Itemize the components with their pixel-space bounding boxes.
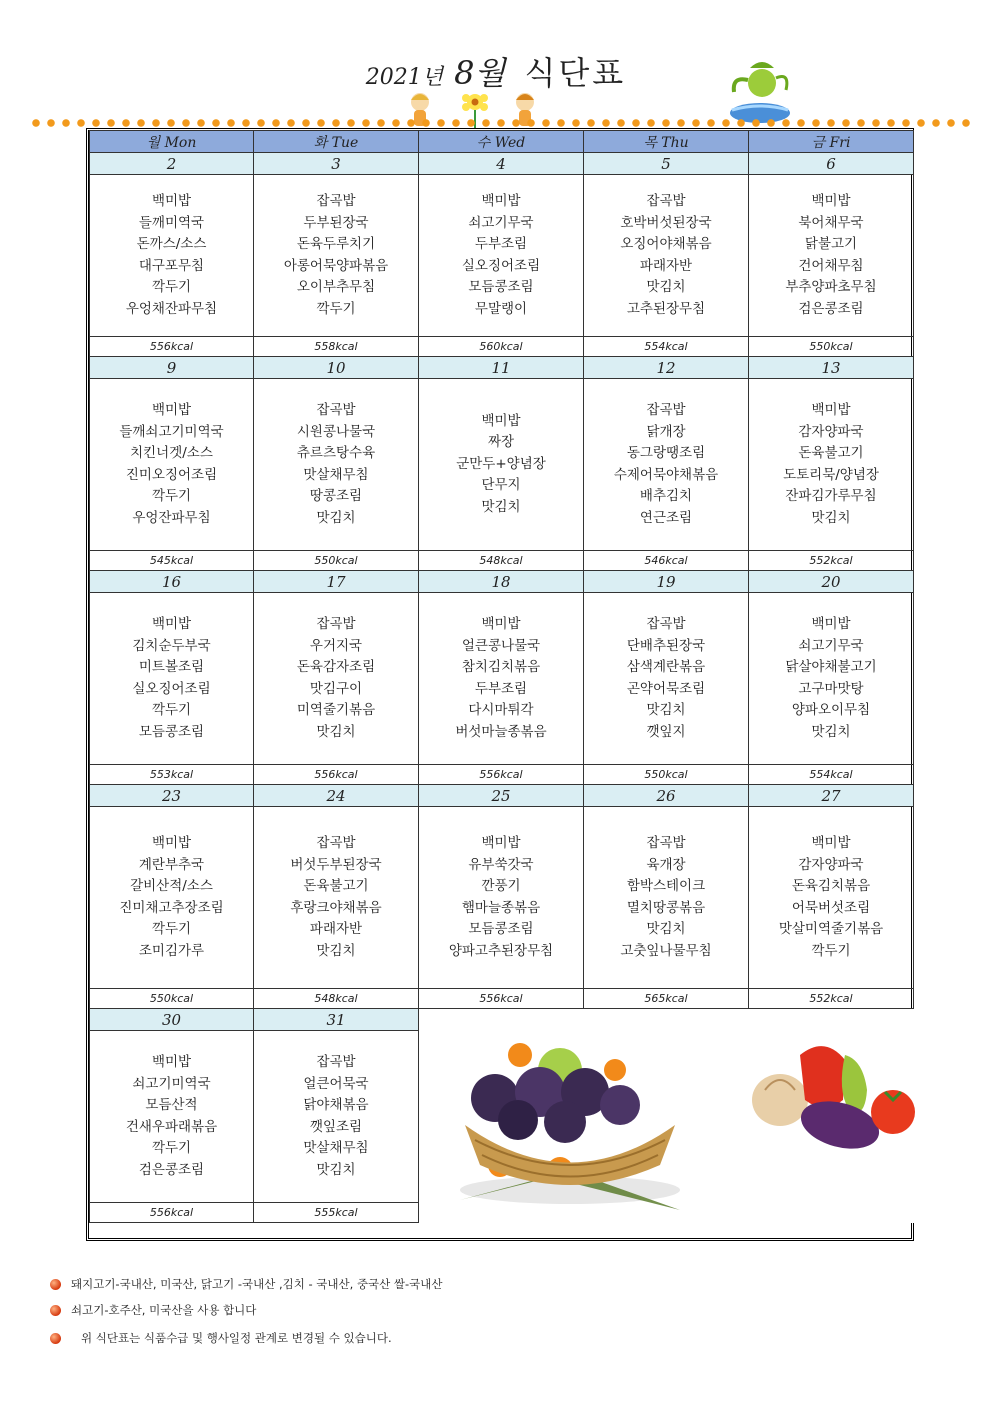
menu-item: 삼색계란볶음: [626, 659, 706, 675]
menu-item: 잡곡밥: [316, 193, 356, 209]
menu-item: 얼큰어묵국: [303, 1075, 369, 1092]
menu-item: 모듬산적: [145, 1097, 198, 1113]
date-cell: 19: [584, 571, 749, 593]
menu-item: 어묵버섯조림: [791, 899, 871, 916]
menu-item: 백미밥: [151, 1054, 192, 1070]
menu-item: 쇠고기무국: [798, 637, 864, 654]
menu-item: 얼큰콩나물국: [461, 637, 541, 654]
menu-item: 맛김치: [481, 498, 521, 515]
menu-item: 대구포무침: [138, 257, 205, 274]
date-cell: 18: [419, 571, 584, 593]
kcal-cell: 554kcal: [584, 337, 749, 357]
date-cell: 25: [419, 785, 584, 807]
empty-cell: [749, 1009, 914, 1031]
menu-item: 돈육김치볶음: [791, 878, 871, 894]
date-cell: 6: [749, 153, 914, 175]
title-month: 8월: [454, 54, 506, 92]
menu-item: 맛살미역줄기볶음: [778, 921, 884, 937]
menu-item: 백미밥: [811, 616, 851, 632]
menu-cell: [419, 175, 584, 337]
menu-item: 돈육감자조림: [296, 659, 376, 675]
date-cell: 9: [90, 357, 254, 379]
kcal-cell: 558kcal: [254, 337, 419, 357]
fruit-basket-illustration: [440, 1030, 690, 1215]
menu-item: 맛김치: [646, 279, 686, 295]
menu-cell: [90, 593, 254, 765]
menu-cell: [584, 379, 749, 551]
menu-item: 진미오징어조림: [125, 466, 218, 483]
menu-item: 고춧잎나물무침: [620, 942, 712, 959]
kcal-cell: 550kcal: [584, 765, 749, 785]
menu-cell: [749, 807, 914, 989]
menu-item: 갈비산적/소스: [130, 878, 213, 894]
menu-item: 백미밥: [811, 193, 851, 209]
menu-item: 맛김치: [646, 921, 686, 937]
menu-item: 북어채무국: [798, 214, 864, 231]
kcal-cell: 556kcal: [419, 989, 584, 1009]
menu-item: 닭살야채불고기: [785, 659, 877, 675]
kcal-cell: 550kcal: [254, 551, 419, 571]
menu-cell: [90, 175, 254, 337]
note-origin-beef: 쇠고기-호주산, 미국산을 사용 합니다: [50, 1302, 256, 1318]
menu-cell: [749, 379, 914, 551]
menu-cell: [254, 379, 419, 551]
menu-cell: [419, 593, 584, 765]
date-cell: 31: [254, 1009, 419, 1031]
menu-item: 들깨쇠고기미역국: [119, 423, 224, 440]
menu-item: 맛김치: [316, 1161, 356, 1178]
weekday-header: 수 Wed: [419, 131, 584, 153]
menu-item: 파래자반: [309, 921, 363, 937]
menu-item: 군만두+양념장: [456, 455, 546, 472]
menu-item: 백미밥: [481, 193, 521, 209]
menu-item: 돈육두루치기: [296, 236, 376, 252]
menu-item: 땅콩조림: [309, 488, 363, 504]
menu-item: 양파고추된장무침: [448, 942, 554, 959]
menu-item: 백미밥: [481, 835, 521, 851]
menu-item: 맛김구이: [309, 680, 363, 697]
menu-item: 배추김치: [639, 488, 693, 504]
menu-item: 우엉잔파무침: [132, 509, 211, 526]
kcal-cell: 548kcal: [254, 989, 419, 1009]
menu-item: 맛살채무침: [303, 1140, 369, 1156]
menu-item: 검은콩조림: [138, 1161, 205, 1178]
menu-item: 깍두기: [811, 942, 851, 959]
menu-item: 후랑크야채볶음: [290, 899, 382, 916]
menu-item: 고추된장무침: [626, 300, 706, 317]
menu-item: 모듬콩조림: [468, 279, 534, 295]
menu-cell: [90, 807, 254, 989]
menu-item: 미트볼조림: [138, 659, 205, 675]
menu-item: 두부조림: [474, 236, 528, 252]
menu-item: 깍두기: [151, 1140, 192, 1156]
menu-item: 깍두기: [151, 488, 192, 504]
menu-item: 닭불고기: [804, 236, 858, 252]
date-cell: 20: [749, 571, 914, 593]
menu-cell: [584, 175, 749, 337]
menu-item: 돈까스/소스: [136, 236, 207, 252]
weekday-header: 월 Mon: [90, 131, 254, 153]
menu-cell: [749, 593, 914, 765]
menu-item: 고구마맛탕: [798, 680, 864, 697]
bullet-icon: [50, 1333, 61, 1344]
menu-cell: [749, 175, 914, 337]
menu-cell: [254, 175, 419, 337]
date-cell: 30: [90, 1009, 254, 1031]
date-cell: 16: [90, 571, 254, 593]
menu-item: 잡곡밥: [646, 835, 686, 851]
kcal-cell: 556kcal: [90, 337, 254, 357]
kcal-cell: 545kcal: [90, 551, 254, 571]
menu-item: 연근조림: [639, 509, 693, 526]
menu-item: 깻잎조림: [309, 1118, 363, 1135]
note-origin-pork-chicken: 돼지고기-국내산, 미국산, 닭고기 -국내산 ,김치 - 국내산, 중국산 쌀-국내산: [50, 1276, 443, 1292]
kcal-cell: 556kcal: [419, 765, 584, 785]
empty-cell: [749, 1203, 914, 1223]
weekday-header: 화 Tue: [254, 131, 419, 153]
menu-item: 깍두기: [316, 300, 356, 317]
weekday-header: 금 Fri: [749, 131, 914, 153]
kcal-cell: 554kcal: [749, 765, 914, 785]
menu-item: 수제어묵야채볶음: [613, 466, 719, 483]
menu-item: 도토리묵/양념장: [783, 466, 879, 483]
menu-cell: [419, 379, 584, 551]
date-cell: 10: [254, 357, 419, 379]
date-cell: 11: [419, 357, 584, 379]
menu-item: 육개장: [646, 856, 686, 873]
menu-item: 두부조림: [474, 680, 528, 697]
menu-cell: [90, 379, 254, 551]
menu-item: 돈육불고기: [303, 878, 369, 894]
kcal-cell: 548kcal: [419, 551, 584, 571]
menu-item: 백미밥: [151, 193, 192, 209]
menu-item: 닭개장: [646, 423, 686, 440]
menu-item: 함박스테이크: [626, 878, 706, 894]
menu-item: 맛살채무침: [303, 466, 369, 483]
menu-item: 백미밥: [811, 835, 851, 851]
title-label: 식단표: [524, 54, 627, 92]
kcal-cell: 555kcal: [254, 1203, 419, 1223]
empty-cell: [584, 1009, 749, 1031]
kcal-cell: 552kcal: [749, 989, 914, 1009]
menu-item: 미역줄기볶음: [296, 702, 376, 718]
menu-item: 파래자반: [639, 257, 693, 274]
menu-item: 오징어야채볶음: [620, 236, 712, 252]
menu-item: 잡곡밥: [316, 616, 356, 632]
menu-item: 버섯마늘종볶음: [455, 723, 547, 740]
menu-item: 곤약어묵조림: [626, 680, 706, 697]
menu-item: 단배추된장국: [626, 637, 706, 654]
menu-item: 실오징어조림: [461, 257, 541, 274]
menu-item: 백미밥: [151, 402, 192, 418]
menu-cell: [254, 593, 419, 765]
menu-item: 깍두기: [151, 702, 192, 718]
menu-item: 잡곡밥: [316, 1054, 356, 1070]
menu-cell: [254, 1031, 419, 1203]
kcal-cell: 556kcal: [90, 1203, 254, 1223]
menu-item: 닭야채볶음: [303, 1097, 369, 1113]
menu-item: 다시마튀각: [468, 702, 534, 718]
menu-item: 잡곡밥: [646, 616, 686, 632]
kcal-cell: 550kcal: [90, 989, 254, 1009]
menu-item: 진미채고추장조림: [119, 899, 224, 916]
kcal-cell: 550kcal: [749, 337, 914, 357]
menu-item: 단무지: [481, 477, 521, 494]
menu-item: 모듬콩조림: [138, 723, 205, 740]
weekday-header: 목 Thu: [584, 131, 749, 153]
menu-item: 깻잎지: [646, 723, 686, 740]
menu-item: 버섯두부된장국: [290, 856, 382, 873]
menu-item: 건새우파래볶음: [125, 1118, 218, 1135]
kcal-cell: 556kcal: [254, 765, 419, 785]
kcal-cell: 552kcal: [749, 551, 914, 571]
menu-item: 감자양파국: [798, 856, 864, 873]
menu-item: 쇠고기미역국: [132, 1075, 211, 1092]
kcal-cell: 553kcal: [90, 765, 254, 785]
date-cell: 4: [419, 153, 584, 175]
menu-item: 깐풍기: [481, 878, 521, 894]
menu-item: 멸치땅콩볶음: [626, 899, 706, 916]
title-year: 2021년: [365, 65, 444, 90]
menu-item: 호박버섯된장국: [620, 214, 712, 231]
menu-item: 우엉채잔파무침: [125, 300, 218, 317]
menu-item: 부추양파초무침: [785, 279, 877, 295]
date-cell: 27: [749, 785, 914, 807]
menu-item: 깍두기: [151, 279, 192, 295]
menu-item: 깍두기: [151, 921, 192, 937]
menu-item: 잡곡밥: [646, 193, 686, 209]
menu-item: 맛김치: [811, 509, 851, 526]
vegetables-illustration: [745, 1030, 917, 1155]
date-cell: 2: [90, 153, 254, 175]
date-cell: 3: [254, 153, 419, 175]
date-cell: 26: [584, 785, 749, 807]
menu-item: 계란부추국: [138, 856, 205, 873]
note-menu-change: 위 식단표는 식품수급 및 행사일정 관계로 변경될 수 있습니다.: [50, 1330, 392, 1346]
date-cell: 5: [584, 153, 749, 175]
kcal-cell: 565kcal: [584, 989, 749, 1009]
menu-item: 두부된장국: [303, 214, 369, 231]
menu-item: 모듬콩조림: [468, 921, 534, 937]
menu-item: 맛김치: [316, 509, 356, 526]
date-cell: 24: [254, 785, 419, 807]
menu-item: 잡곡밥: [646, 402, 686, 418]
menu-item: 유부쑥갓국: [468, 856, 534, 873]
menu-cell: [90, 1031, 254, 1203]
menu-cell: [584, 593, 749, 765]
menu-item: 검은콩조림: [798, 300, 864, 317]
menu-item: 오이부추무침: [296, 279, 376, 295]
menu-item: 잔파김가루무침: [785, 488, 877, 504]
menu-item: 조미김가루: [138, 942, 205, 959]
menu-cell: [254, 807, 419, 989]
menu-item: 햄마늘종볶음: [461, 899, 541, 916]
kcal-cell: 546kcal: [584, 551, 749, 571]
menu-item: 백미밥: [481, 616, 521, 632]
date-cell: 17: [254, 571, 419, 593]
menu-cell: [584, 807, 749, 989]
kcal-cell: 560kcal: [419, 337, 584, 357]
menu-item: 동그랑땡조림: [626, 445, 706, 461]
date-cell: 23: [90, 785, 254, 807]
menu-item: 돈육불고기: [798, 445, 864, 461]
menu-item: 맛김치: [316, 723, 356, 740]
menu-item: 츄르츠탕수육: [296, 445, 376, 461]
date-cell: 12: [584, 357, 749, 379]
menu-item: 무말랭이: [474, 300, 528, 317]
menu-item: 짜장: [487, 434, 515, 451]
menu-item: 백미밥: [151, 616, 192, 632]
menu-item: 아롱어묵양파볶음: [283, 257, 389, 274]
menu-cell: [419, 807, 584, 989]
empty-cell: [419, 1009, 584, 1031]
menu-item: 잡곡밥: [316, 835, 356, 851]
menu-item: 치킨너겟/소스: [130, 445, 213, 461]
menu-item: 백미밥: [151, 835, 192, 851]
menu-item: 참치김치볶음: [461, 659, 541, 675]
bullet-icon: [50, 1279, 61, 1290]
menu-item: 시원콩나물국: [296, 423, 376, 440]
menu-item: 맛김치: [316, 942, 356, 959]
date-cell: 13: [749, 357, 914, 379]
menu-item: 건어채무침: [798, 257, 864, 274]
menu-item: 들깨미역국: [138, 214, 205, 231]
menu-item: 쇠고기무국: [468, 214, 534, 231]
menu-item: 백미밥: [481, 412, 521, 429]
bullet-icon: [50, 1305, 61, 1316]
menu-item: 실오징어조림: [132, 680, 211, 697]
menu-item: 맛김치: [646, 702, 686, 718]
menu-item: 잡곡밥: [316, 402, 356, 418]
menu-item: 김치순두부국: [132, 637, 211, 654]
menu-item: 양파오이무침: [791, 702, 871, 718]
menu-item: 맛김치: [811, 723, 851, 740]
menu-item: 감자양파국: [798, 423, 864, 440]
menu-item: 우거지국: [309, 637, 363, 654]
menu-item: 백미밥: [811, 402, 851, 418]
